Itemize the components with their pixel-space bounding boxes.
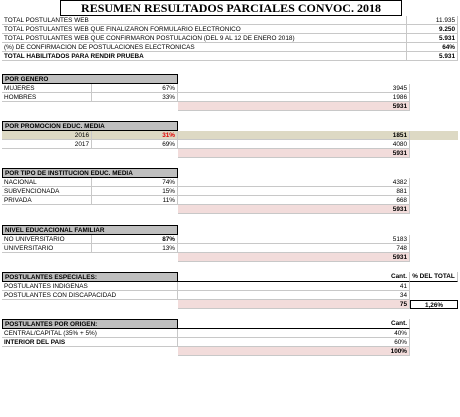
- summary-label: TOTAL HABILITADOS PARA RENDIR PRUEBA: [2, 52, 407, 61]
- row-label: PRIVADA: [2, 196, 92, 205]
- summary-label: TOTAL POSTULANTES WEB QUE FINALIZARON FORMULARIO ELECTRONICO: [2, 25, 407, 34]
- table-row: [2, 178, 458, 187]
- row-label: POSTULANTES INDIGENAS: [2, 282, 178, 291]
- section-header-row: [2, 225, 458, 235]
- section-header-row: [2, 168, 458, 178]
- row-label: 2017: [2, 140, 92, 149]
- section-header: NIVEL EDUCACIONAL FAMILIAR: [2, 225, 178, 235]
- summary-row: [2, 16, 458, 25]
- row-value: 40%: [178, 329, 410, 338]
- col-pct-header: % DEL TOTAL: [410, 272, 458, 282]
- row-pct: 31%: [92, 131, 178, 140]
- total-row: [2, 253, 458, 262]
- section-header-row: [2, 272, 458, 282]
- row-value: 881: [178, 187, 410, 196]
- section-header: POSTULANTES POR ORIGEN:: [2, 319, 178, 329]
- total-row: [2, 205, 458, 214]
- col-cant-header: Cant.: [178, 319, 410, 329]
- row-value: 3945: [178, 84, 410, 93]
- row-pct: 67%: [92, 84, 178, 93]
- row-value: 668: [178, 196, 410, 205]
- section-header: POSTULANTES ESPECIALES:: [2, 272, 178, 282]
- total-row: [2, 347, 458, 356]
- table-row: [2, 187, 458, 196]
- summary-label: (%) DE CONFIRMACION DE POSTULACIONES ELECTRONICAS: [2, 43, 407, 52]
- table-row: [2, 140, 458, 149]
- summary-label: TOTAL POSTULANTES WEB: [2, 16, 407, 25]
- row-value: 1851: [178, 131, 410, 140]
- row-pct: 15%: [92, 187, 178, 196]
- table-row: [2, 131, 458, 140]
- summary-value: 5.931: [407, 52, 458, 61]
- total-row: [2, 102, 458, 111]
- table-row: [2, 338, 458, 347]
- section-header: POR GENERO: [2, 74, 178, 84]
- total-value: 75: [178, 300, 410, 309]
- row-value: 1986: [178, 93, 410, 102]
- row-pct: 69%: [92, 140, 178, 149]
- section-header-row: [2, 74, 458, 84]
- report-title: RESUMEN RESULTADOS PARCIALES CONVOC. 2018: [60, 0, 402, 16]
- total-pct: 1,26%: [410, 300, 458, 309]
- row-value: 34: [178, 291, 410, 300]
- row-value: 60%: [178, 338, 410, 347]
- summary-value: 64%: [407, 43, 458, 52]
- table-row: [2, 93, 458, 102]
- total-row: [2, 149, 458, 158]
- section-header: POR PROMOCION EDUC. MEDIA: [2, 121, 178, 131]
- total-value: 5931: [178, 102, 410, 111]
- row-label: SUBVENCIONADA: [2, 187, 92, 196]
- row-value: 4382: [178, 178, 410, 187]
- row-label: UNIVERSITARIO: [2, 244, 92, 253]
- summary-label: TOTAL POSTULANTES WEB QUE CONFIRMARON POSTULACION (DEL 9 AL 12 DE ENERO 2018): [2, 34, 407, 43]
- table-row: [2, 329, 458, 338]
- summary-value: 9.250: [407, 25, 458, 34]
- section-header-row: [2, 121, 458, 131]
- section-header: POR TIPO DE INSTITUCION EDUC. MEDIA: [2, 168, 178, 178]
- table-row: [2, 84, 458, 93]
- summary-row: [2, 52, 458, 61]
- row-pct: 87%: [92, 235, 178, 244]
- total-value: 5931: [178, 149, 410, 158]
- table-row: [2, 196, 458, 205]
- row-label: HOMBRES: [2, 93, 92, 102]
- row-pct: 11%: [92, 196, 178, 205]
- row-value: 748: [178, 244, 410, 253]
- summary-row: [2, 43, 458, 52]
- row-label: POSTULANTES CON DISCAPACIDAD: [2, 291, 178, 300]
- row-pct: 33%: [92, 93, 178, 102]
- total-value: 5931: [178, 253, 410, 262]
- row-value: 4080: [178, 140, 410, 149]
- total-value: 5931: [178, 205, 410, 214]
- row-label: NACIONAL: [2, 178, 92, 187]
- total-row: [2, 300, 458, 309]
- table-row: [2, 235, 458, 244]
- row-label: CENTRAL/CAPITAL (35% + 5%): [2, 329, 178, 338]
- row-value: 5183: [178, 235, 410, 244]
- row-value: 41: [178, 282, 410, 291]
- table-row: [2, 244, 458, 253]
- row-label: MUJERES: [2, 84, 92, 93]
- row-label: NO UNIVERSITARIO: [2, 235, 92, 244]
- row-pct: 13%: [92, 244, 178, 253]
- summary-value: 11.935: [407, 16, 458, 25]
- section-header-row: [2, 319, 458, 329]
- row-label: INTERIOR DEL PAIS: [2, 338, 178, 347]
- summary-row: [2, 25, 458, 34]
- summary-row: [2, 34, 458, 43]
- row-pct: 74%: [92, 178, 178, 187]
- spreadsheet: [2, 16, 458, 356]
- row-label: 2016: [2, 131, 92, 140]
- summary-value: 5.931: [407, 34, 458, 43]
- table-row: [2, 291, 458, 300]
- table-row: [2, 282, 458, 291]
- total-value: 100%: [178, 347, 410, 356]
- col-cant-header: Cant.: [178, 272, 410, 282]
